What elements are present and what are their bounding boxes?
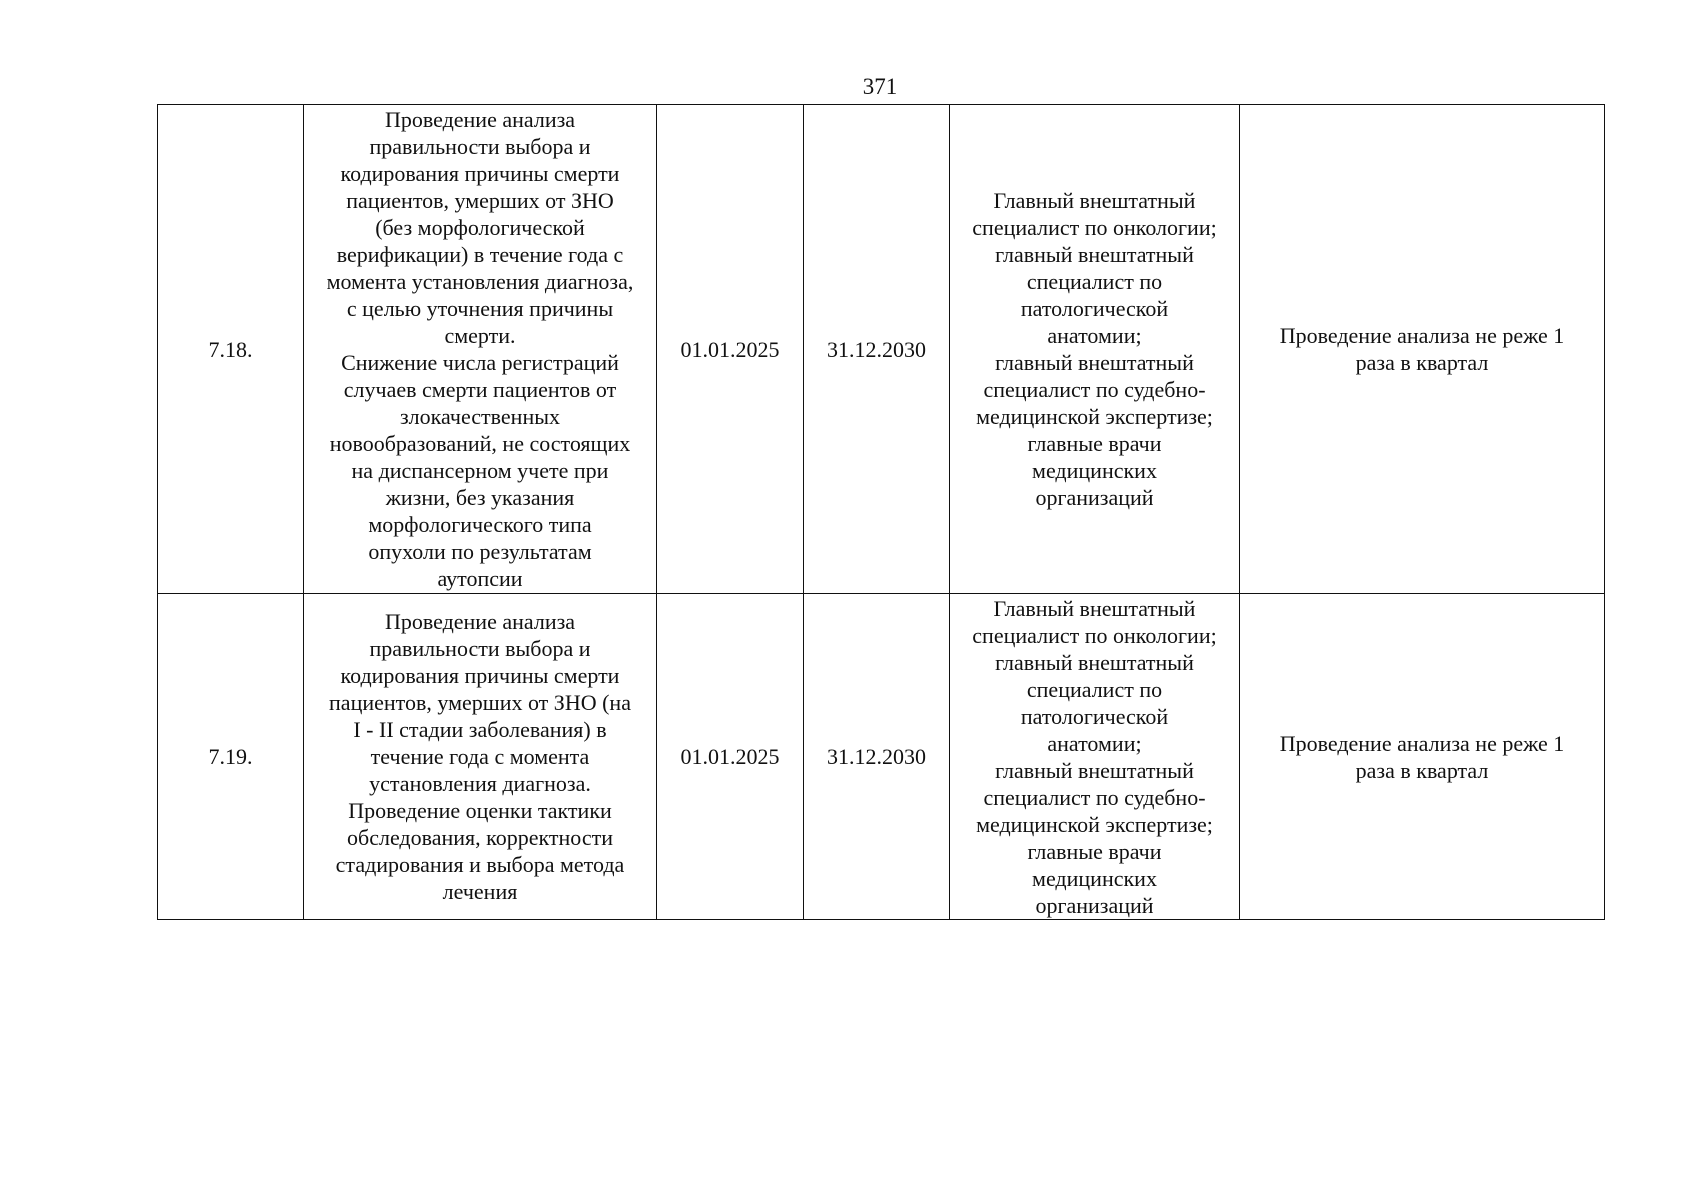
- responsible-line: специалист по: [1026, 676, 1163, 702]
- description-line: пациентов, умерших от ЗНО (на: [329, 690, 631, 715]
- result-line: Проведение анализа не реже 1: [1279, 730, 1565, 756]
- measures-table: [157, 104, 1605, 920]
- result-line: раза в квартал: [1355, 757, 1489, 783]
- description-line: стадирования и выбора метода: [335, 852, 625, 877]
- description-line: опухоли по результатам: [368, 539, 592, 564]
- page-number: 371: [862, 74, 898, 99]
- responsible-line: главные врачи: [1027, 431, 1162, 456]
- responsible-cell: [950, 105, 1240, 594]
- description-line: (без морфологической: [375, 215, 585, 240]
- responsible-line: организаций: [1035, 892, 1154, 918]
- table-row: [158, 105, 1605, 594]
- responsible-line: организаций: [1035, 485, 1154, 510]
- responsible-line: специалист по судебно-: [983, 784, 1206, 810]
- description-line: кодирования причины смерти: [340, 663, 620, 688]
- responsible-line: главные врачи: [1027, 838, 1162, 864]
- responsible-line: специалист по: [1026, 269, 1163, 294]
- responsible-line: медицинской экспертизе;: [976, 811, 1213, 837]
- responsible-line: главный внештатный: [995, 350, 1194, 375]
- responsible-line: анатомии;: [1047, 730, 1142, 756]
- description-line: жизни, без указания: [385, 485, 575, 510]
- description-line: момента установления диагноза,: [326, 269, 634, 294]
- description-line: обследования, корректности: [347, 825, 613, 850]
- description-line: с целью уточнения причины: [346, 296, 614, 321]
- responsible-line: патологической: [1020, 296, 1169, 321]
- start-date-cell: 01.01.2025: [657, 105, 804, 594]
- responsible-line: Главный внештатный: [993, 595, 1196, 621]
- responsible-cell: [950, 594, 1240, 920]
- responsible-line: специалист по онкологии;: [972, 622, 1217, 648]
- description-line: течение года с момента: [370, 744, 590, 769]
- responsible-line: медицинской экспертизе;: [976, 404, 1213, 429]
- description-line: лечения: [442, 879, 518, 904]
- responsible-line: патологической: [1020, 703, 1169, 729]
- description-cell: [304, 594, 657, 920]
- description-line: морфологического типа: [368, 512, 592, 537]
- description-line: кодирования причины смерти: [340, 161, 620, 186]
- result-line: Проведение анализа не реже 1: [1279, 323, 1565, 348]
- end-date-cell: 31.12.2030: [804, 105, 950, 594]
- description-line: пациентов, умерших от ЗНО: [346, 188, 614, 213]
- item-number-cell: 7.19.: [158, 594, 304, 920]
- responsible-line: медицинских: [1032, 458, 1157, 483]
- description-line: на диспансерном учете при: [351, 458, 609, 483]
- result-line: раза в квартал: [1355, 350, 1489, 375]
- description-line: аутопсии: [437, 566, 523, 591]
- description-line: случаев смерти пациентов от: [343, 377, 617, 402]
- description-line: I - II стадии заболевания) в: [353, 717, 607, 742]
- description-line: правильности выбора и: [369, 636, 591, 661]
- description-line: смерти.: [444, 323, 516, 348]
- responsible-line: Главный внештатный: [993, 188, 1196, 213]
- description-line: злокачественных: [399, 404, 560, 429]
- responsible-line: медицинских: [1032, 865, 1157, 891]
- responsible-line: специалист по онкологии;: [972, 215, 1217, 240]
- table-row: [158, 594, 1605, 920]
- start-date-cell: 01.01.2025: [657, 594, 804, 920]
- description-line: Проведение анализа: [384, 107, 576, 132]
- description-line: Проведение оценки тактики: [348, 798, 612, 823]
- responsible-line: главный внештатный: [995, 242, 1194, 267]
- description-line: верификации) в течение года с: [336, 242, 624, 267]
- description-line: новообразований, не состоящих: [329, 431, 631, 456]
- item-number-cell: 7.18.: [158, 105, 304, 594]
- responsible-line: главный внештатный: [995, 757, 1194, 783]
- result-cell: [1240, 594, 1605, 920]
- result-cell: [1240, 105, 1605, 594]
- description-line: Проведение анализа: [384, 609, 576, 634]
- responsible-line: специалист по судебно-: [983, 377, 1206, 402]
- end-date-cell: 31.12.2030: [804, 594, 950, 920]
- description-cell: [304, 105, 657, 594]
- responsible-line: главный внештатный: [995, 649, 1194, 675]
- description-line: правильности выбора и: [369, 134, 591, 159]
- description-line: установления диагноза.: [369, 771, 591, 796]
- description-line: Снижение числа регистраций: [341, 350, 619, 375]
- responsible-line: анатомии;: [1047, 323, 1142, 348]
